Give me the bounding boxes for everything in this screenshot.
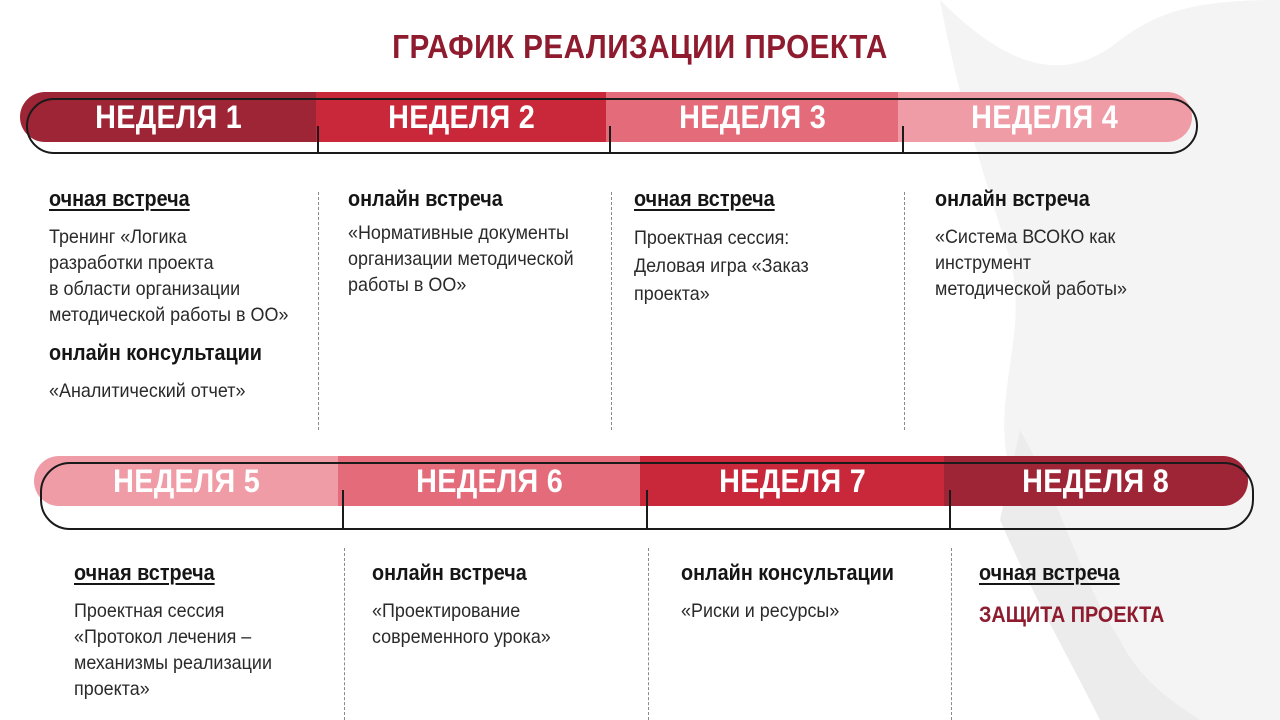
event-type-heading: онлайн консультации [49, 340, 262, 365]
week-5-content [74, 560, 364, 714]
week-divider [317, 126, 319, 154]
week-1-content [49, 186, 339, 416]
event-type-heading: очная встреча [634, 186, 775, 211]
week-2-label: НЕДЕЛЯ 2 [316, 92, 608, 142]
event-description: «Система ВСОКО как инструмент методической работы» [935, 226, 1128, 300]
event-description: «Аналитический отчет» [49, 380, 246, 402]
week-5-label: НЕДЕЛЯ 5 [34, 456, 340, 506]
event-description: «Нормативные документы организации методической работы в ОО» [348, 222, 574, 296]
event-type-heading: очная встреча [979, 560, 1120, 585]
week-divider [646, 490, 648, 530]
event-type-heading: онлайн консультации [681, 560, 894, 585]
week-8-label: НЕДЕЛЯ 8 [944, 456, 1248, 506]
event-type-heading: онлайн встреча [935, 186, 1090, 211]
week-4-label: НЕДЕЛЯ 4 [898, 92, 1192, 142]
week-7-label: НЕДЕЛЯ 7 [640, 456, 946, 506]
week-divider [949, 490, 951, 530]
event-type-heading: онлайн встреча [348, 186, 503, 211]
week-6-content [372, 560, 662, 662]
project-defense-label: ЗАЩИТА ПРОЕКТА [979, 602, 1165, 627]
event-description: Проектная сессия: Деловая игра «Заказ проекта» [634, 227, 809, 305]
week-4-content [935, 186, 1225, 314]
event-description: Тренинг «Логика разработки проекта в области организации методической работы в ОО» [49, 226, 289, 326]
event-description: Проектная сессия «Протокол лечения – механизмы реализации проекта» [74, 600, 272, 700]
week-8-content [979, 560, 1185, 640]
event-description: «Проектирование современного урока» [372, 600, 551, 648]
event-type-heading: очная встреча [74, 560, 215, 585]
week-divider [902, 126, 904, 154]
page-title: ГРАФИК РЕАЛИЗАЦИИ ПРОЕКТА [392, 28, 888, 65]
event-type-heading: очная встреча [49, 186, 190, 211]
event-type-heading: онлайн встреча [372, 560, 527, 585]
week-1-label: НЕДЕЛЯ 1 [20, 92, 318, 142]
week-6-label: НЕДЕЛЯ 6 [338, 456, 642, 506]
week-band-row-1 [20, 92, 1200, 152]
week-3-content [634, 186, 924, 320]
week-band-row-2 [34, 456, 1256, 516]
week-divider [609, 126, 611, 154]
week-2-content [348, 186, 638, 310]
week-divider [342, 490, 344, 530]
week-7-content [681, 560, 971, 636]
event-description: «Риски и ресурсы» [681, 600, 840, 622]
week-3-label: НЕДЕЛЯ 3 [606, 92, 900, 142]
